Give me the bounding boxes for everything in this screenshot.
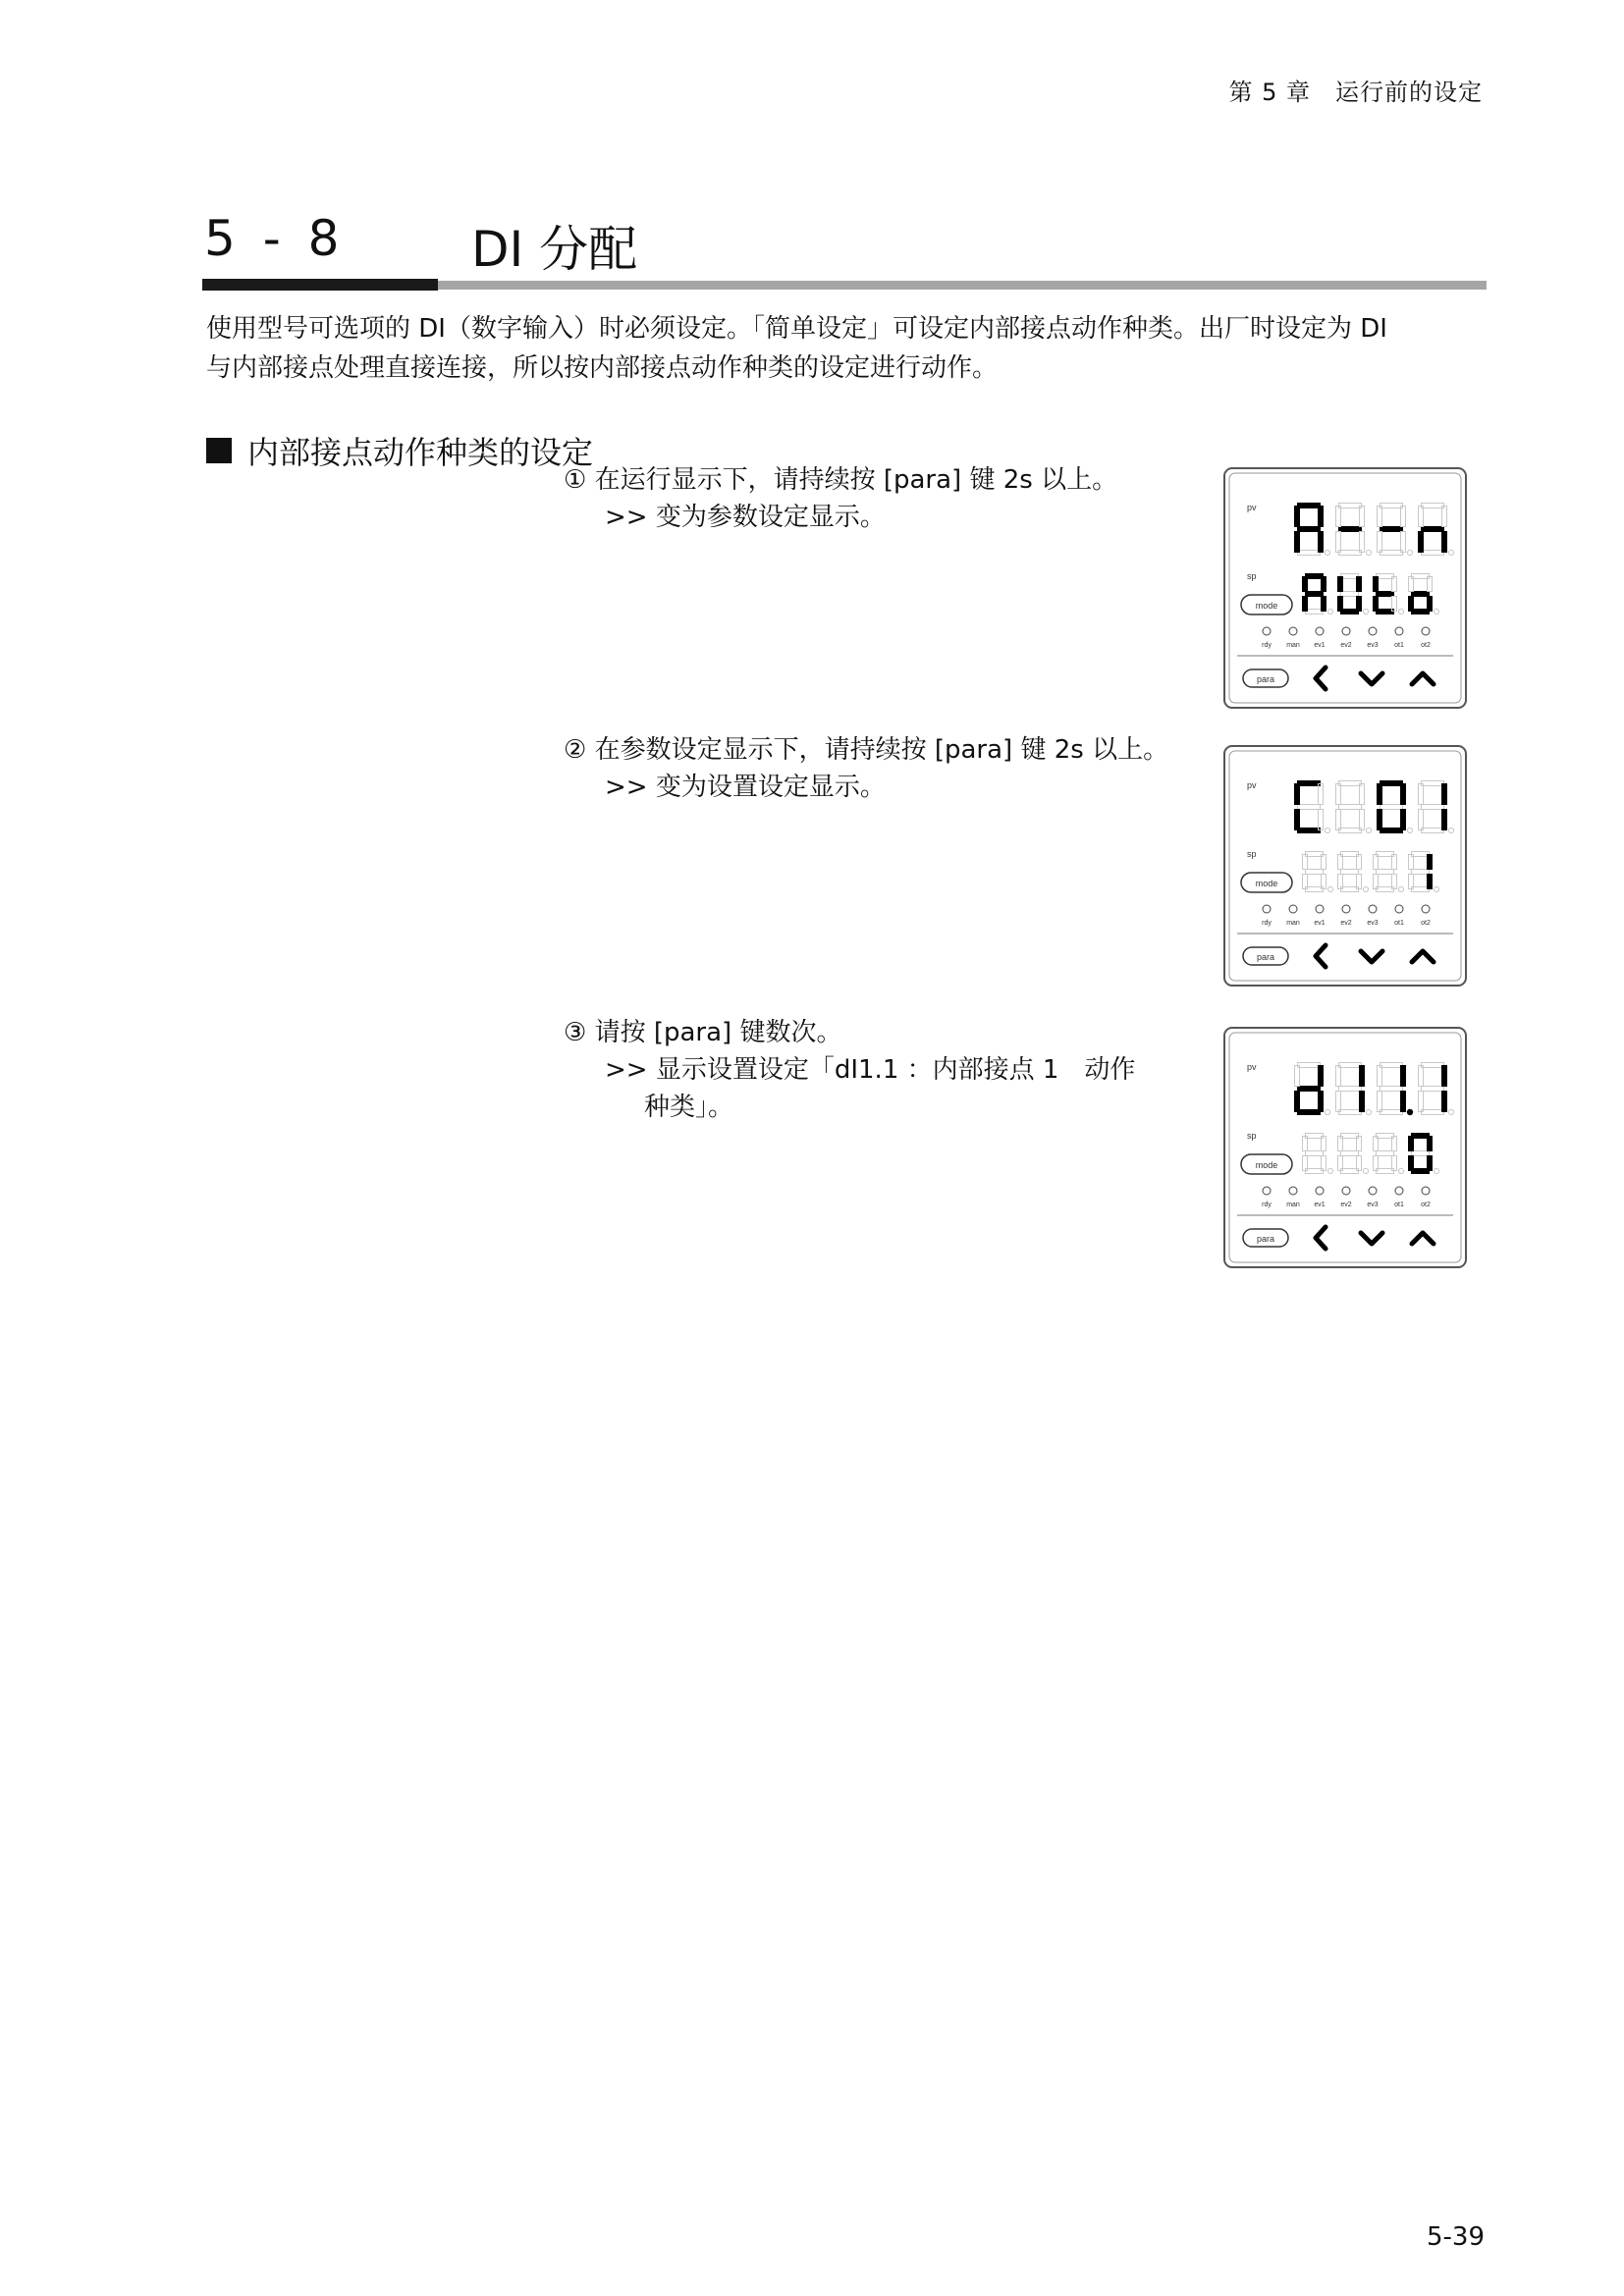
step-result: >> 变为设置设定显示。 xyxy=(605,773,886,802)
status-led-icon xyxy=(1369,627,1377,635)
controller-display-2 xyxy=(1223,745,1467,987)
pv-label: pv xyxy=(1247,1062,1257,1072)
step-instruction: ② 在参数设定显示下，请持续按 [para] 键 2s 以上。 xyxy=(564,735,1169,765)
led-label: man xyxy=(1286,1201,1300,1208)
intro-paragraph xyxy=(206,309,1488,388)
square-bullet-icon xyxy=(206,438,232,463)
status-led-icon xyxy=(1263,1187,1271,1195)
intro-line: 使用型号可选项的 DI（数字输入）时必须设定。「简单设定」可设定内部接点动作种类。出厂时设定为 DI xyxy=(206,314,1387,344)
mode-button-label: mode xyxy=(1255,601,1278,611)
controller-display-1 xyxy=(1223,467,1467,709)
subheading xyxy=(206,428,593,473)
para-button[interactable] xyxy=(1243,947,1288,965)
status-led-icon xyxy=(1395,1187,1403,1195)
led-label: ev1 xyxy=(1314,642,1326,649)
step-result: >> 变为参数设定显示。 xyxy=(605,503,886,532)
mode-button-label: mode xyxy=(1255,1160,1278,1170)
step-result: >> 显示设置设定「dI1.1 ：内部接点 1 动作 xyxy=(605,1055,1136,1085)
sp-label: sp xyxy=(1247,571,1257,581)
led-label: ev2 xyxy=(1340,1201,1352,1208)
step-1 xyxy=(564,461,1192,536)
controller-display-3 xyxy=(1223,1027,1467,1268)
status-led-icon xyxy=(1369,1187,1377,1195)
status-led-icon xyxy=(1395,627,1403,635)
status-led-icon xyxy=(1263,627,1271,635)
title-rule-dark xyxy=(202,279,438,291)
led-label: ev2 xyxy=(1340,642,1352,649)
running-header: 第 5 章 运行前的设定 xyxy=(1228,79,1483,106)
status-led-icon xyxy=(1422,905,1430,913)
para-button[interactable] xyxy=(1243,1229,1288,1247)
status-led-icon xyxy=(1316,905,1324,913)
led-label: ot2 xyxy=(1421,920,1431,927)
subheading-text: 内部接点动作种类的设定 xyxy=(247,434,594,471)
status-led-icon xyxy=(1289,627,1297,635)
led-label: rdy xyxy=(1262,920,1272,927)
mode-button[interactable] xyxy=(1241,595,1292,614)
status-led-icon xyxy=(1342,1187,1350,1195)
step-2 xyxy=(564,731,1192,806)
status-led-icon xyxy=(1422,627,1430,635)
led-label: ot1 xyxy=(1394,642,1404,649)
led-label: ot2 xyxy=(1421,642,1431,649)
title-rule-gray xyxy=(438,281,1487,290)
led-label: ot1 xyxy=(1394,920,1404,927)
mode-button[interactable] xyxy=(1241,1154,1292,1174)
page-number: 5-39 xyxy=(1426,2222,1485,2252)
mode-button[interactable] xyxy=(1241,873,1292,892)
led-label: rdy xyxy=(1262,642,1272,649)
led-label: ot1 xyxy=(1394,1201,1404,1208)
status-led-icon xyxy=(1342,627,1350,635)
pv-label: pv xyxy=(1247,780,1257,790)
led-label: man xyxy=(1286,642,1300,649)
led-label: man xyxy=(1286,920,1300,927)
led-label: ev3 xyxy=(1367,642,1379,649)
status-led-icon xyxy=(1263,905,1271,913)
mode-button-label: mode xyxy=(1255,879,1278,888)
led-label: ev3 xyxy=(1367,920,1379,927)
step-instruction: ③ 请按 [para] 键数次。 xyxy=(564,1018,842,1047)
status-led-icon xyxy=(1369,905,1377,913)
led-label: ev2 xyxy=(1340,920,1352,927)
step-3 xyxy=(564,1014,1192,1126)
led-label: rdy xyxy=(1262,1201,1272,1208)
led-label: ev1 xyxy=(1314,920,1326,927)
status-led-icon xyxy=(1342,905,1350,913)
para-button-label: para xyxy=(1256,674,1275,684)
sp-label: sp xyxy=(1247,1131,1257,1141)
step-result: 种类」。 xyxy=(644,1093,734,1122)
status-led-icon xyxy=(1316,1187,1324,1195)
status-led-icon xyxy=(1316,627,1324,635)
section-number: 5 - 8 xyxy=(204,210,346,267)
step-instruction: ① 在运行显示下，请持续按 [para] 键 2s 以上。 xyxy=(564,465,1118,495)
para-button[interactable] xyxy=(1243,669,1288,687)
pv-label: pv xyxy=(1247,503,1257,512)
para-button-label: para xyxy=(1256,1234,1275,1244)
para-button-label: para xyxy=(1256,952,1275,962)
status-led-icon xyxy=(1289,1187,1297,1195)
led-label: ev1 xyxy=(1314,1201,1326,1208)
status-led-icon xyxy=(1395,905,1403,913)
led-label: ot2 xyxy=(1421,1201,1431,1208)
status-led-icon xyxy=(1422,1187,1430,1195)
section-title: DI 分配 xyxy=(471,221,638,278)
led-label: ev3 xyxy=(1367,1201,1379,1208)
intro-line: 与内部接点处理直接连接，所以按内部接点动作种类的设定进行动作。 xyxy=(206,353,999,383)
sp-label: sp xyxy=(1247,849,1257,859)
status-led-icon xyxy=(1289,905,1297,913)
